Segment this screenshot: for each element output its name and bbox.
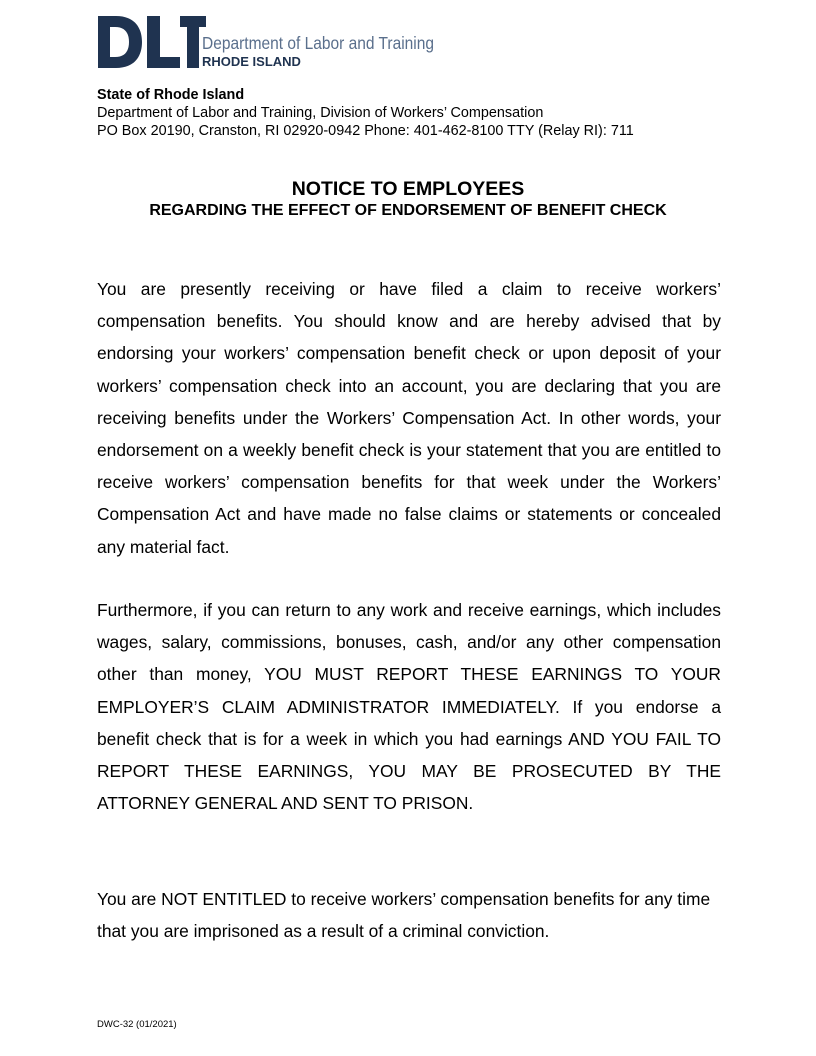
logo-department-text: Department of Labor and Training [202, 33, 434, 53]
title-main: NOTICE TO EMPLOYEES [291, 178, 525, 200]
letterhead [97, 86, 737, 140]
logo-state-text: RHODE ISLAND [202, 54, 301, 69]
department-name: Department of Labor and Training, Division of Workers’ Compensation [97, 105, 544, 121]
title-sub: REGARDING THE EFFECT OF ENDORSEMENT OF BENEFIT CHECK [149, 202, 667, 219]
logo-letter-l [147, 16, 180, 68]
contact-address: PO Box 20190, Cranston, RI 02920-0942 Phone: 401-462-8100 TTY (Relay RI): 711 [97, 123, 634, 139]
notice-title [0, 178, 816, 220]
paragraph-earnings: Furthermore, if you can return to any work and receive earnings, which includes wages, salary, commissions, bonuses, cash, and/or any other compensation other than money, YOU MUST REPORT THESE EARNINGS TO YOUR EMPLOYER’S CLAIM ADMINISTRATOR IMMEDIATELY. If you endorse a benefit check that is for a week in which you had earnings AND YOU FAIL TO REPORT THESE EARNINGS, YOU MAY BE PROSECUTED BY THE ATTORNEY GENERAL AND SENT TO PRISON. [97, 600, 721, 814]
paragraph-endorsement: You are presently receiving or have filed a claim to receive workers’ compensation benefits. You should know and are hereby advised that by endorsing your workers’ compensation benefit check or upon deposit of your workers’ compensation check into an account, you are declaring that you are receiving benefits under the Workers’ Compensation Act. In other words, your endorsement on a weekly benefit check is your statement that you are entitled to receive workers’ compensation benefits for that week under the Workers’ Compensation Act and have made no false claims or statements or concealed any material fact. [97, 279, 721, 557]
dlt-logo [98, 14, 438, 70]
rhode-island-map-icon [113, 30, 125, 55]
form-number: DWC-32 (01/2021) [97, 1019, 177, 1030]
state-name: State of Rhode Island [97, 87, 245, 103]
paragraph-imprisonment: You are NOT ENTITLED to receive workers’ compensation benefits for any time that you are imprisoned as a result of a criminal conviction. [97, 889, 711, 942]
